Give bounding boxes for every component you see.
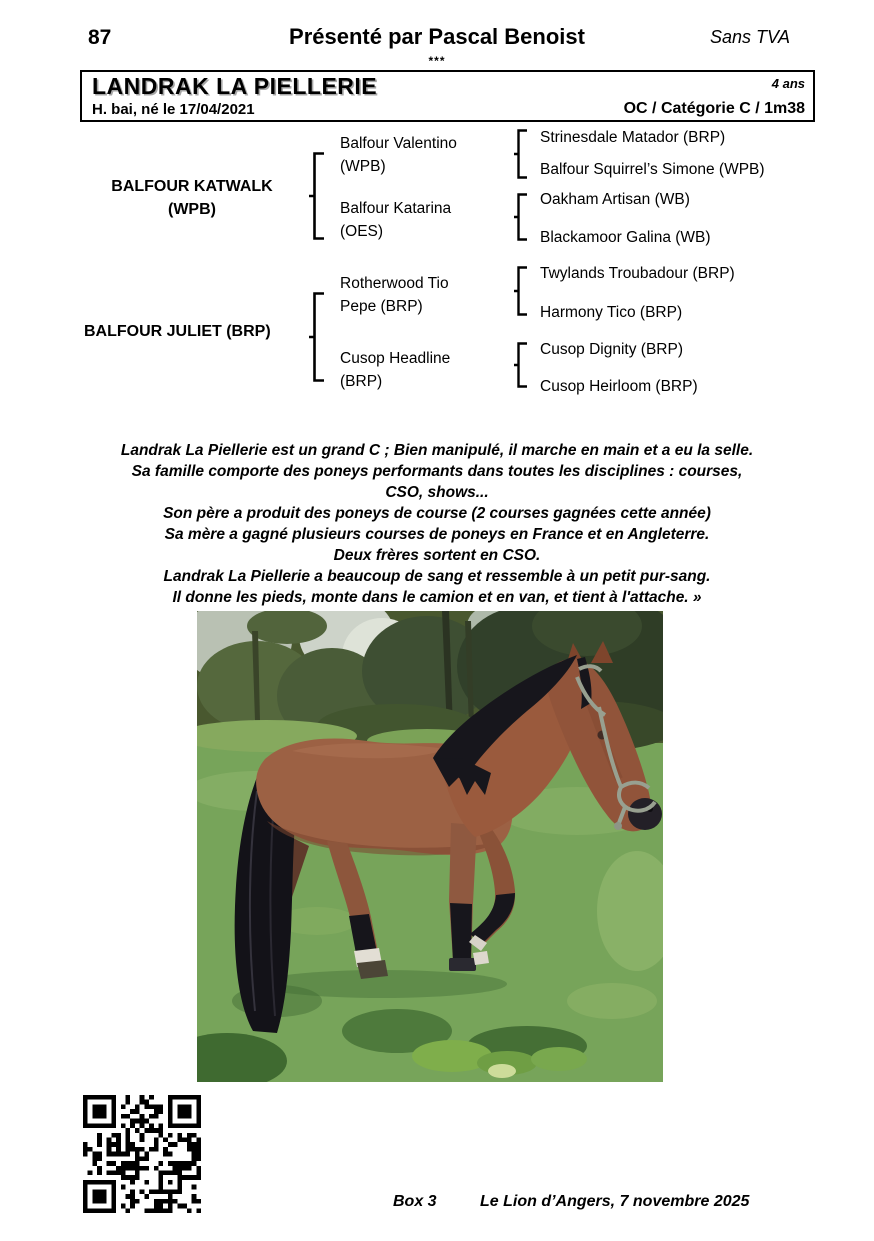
tax-note: Sans TVA [709,27,790,47]
pedigree-gen2-dam-sire: Rotherwood Tio Pepe (BRP) [340,275,449,315]
pedigree-dam: BALFOUR JULIET (BRP) [84,323,271,340]
pedigree-gen2-sire-dam: Balfour Katarina (OES) [340,200,452,240]
pedigree-bracket-g2-0 [514,129,528,179]
pedigree-gen3-item: Harmony Tico (BRP) [540,304,683,321]
pedigree-bracket-g2-2 [514,266,528,316]
qr-code [83,1095,201,1213]
sales-description: Landrak La Piellerie est un grand C ; Bien manipulé, il marche en main et a eu la selle. Sa famille comporte des poneys performants dans toutes les disciplines : courses, CSO, shows... Son père a produit des poneys de course (2 courses gagnées cette année) Sa mère a gagné plusieurs courses de poneys en France et en Angleterre. Deux frères sortent en CSO. Landrak La Piellerie a beaucoup de sang et ressemble à un petit pur-sang. Il donne les pieds, monte dans le camion et en van, et tient à l'attache. » [120,442,754,606]
horse-age: 4 ans [771,76,805,91]
pedigree-bracket-g2-3 [514,342,528,388]
horse-title-box [80,70,815,122]
footer-box-number: Box 3 [393,1193,437,1210]
pedigree-gen3-item: Strinesdale Matador (BRP) [540,129,726,146]
pedigree-bracket-g2-1 [514,193,528,241]
pedigree-gen3-item: Blackamoor Galina (WB) [540,229,711,246]
catalog-number: 87 [88,26,112,49]
horse-details: H. bai, né le 17/04/2021 [92,101,255,118]
pedigree-gen3-item: Cusop Dignity (BRP) [540,341,683,358]
pedigree-gen3-item: Cusop Heirloom (BRP) [540,378,698,395]
presenter-heading: Présenté par Pascal Benoist [289,24,585,49]
pedigree-gen2-sire-sire: Balfour Valentino (WPB) [340,135,457,175]
pedigree-sire: BALFOUR KATWALK (WPB) [111,178,273,218]
horse-photo [197,611,663,1082]
pedigree-gen3-item: Twylands Troubadour (BRP) [540,265,735,282]
pedigree-gen2-dam-dam: Cusop Headline (BRP) [340,350,451,390]
horse-name: LANDRAK LA PIELLERIE [92,73,378,99]
footer-sale-info: Le Lion d’Angers, 7 novembre 2025 [480,1193,750,1210]
pedigree-bracket-dam [309,292,325,382]
pedigree-bracket-sire [309,152,325,240]
horse-category: OC / Catégorie C / 1m38 [623,100,805,117]
pedigree-gen3-item: Balfour Squirrel’s Simone (WPB) [540,161,765,178]
pedigree-gen3-item: Oakham Artisan (WB) [540,191,690,208]
separator-stars: *** [428,54,446,68]
